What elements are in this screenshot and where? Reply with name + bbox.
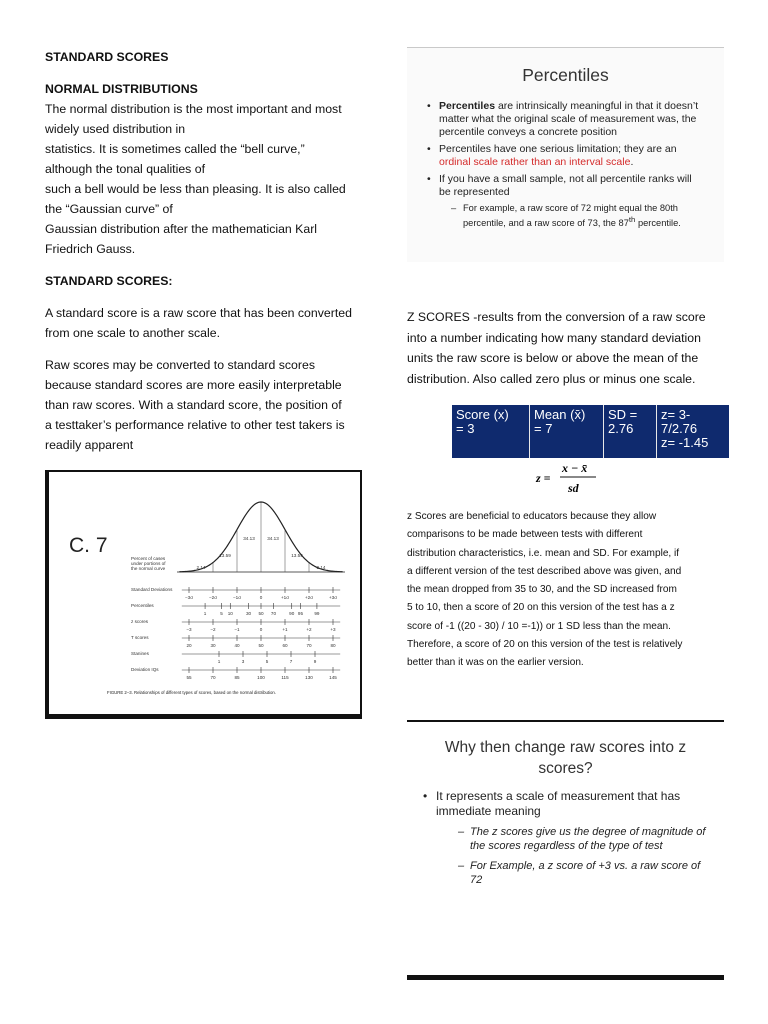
area-label: 13.59 xyxy=(291,553,303,558)
area-label: 13.59 xyxy=(219,553,231,558)
list-item: • If you have a small sample, not all percentile ranks will be represented – For example, a raw score of 72 might equal the 80th percentile, and a raw score of 73, the 87th percentile. xyxy=(427,173,700,229)
sub-item: – For example, a raw score of 72 might equal the 80th percentile, and a raw score of 73, the 87th percentile. xyxy=(451,202,700,229)
tick-label: 5 xyxy=(265,659,269,664)
tick-label: +1 xyxy=(282,627,288,632)
scale-name: z scores xyxy=(131,619,149,624)
tick-label: −1 xyxy=(234,627,240,632)
highlighted-text: ordinal scale rather than an interval scale xyxy=(439,156,631,168)
heading-standard-scores-colon: STANDARD SCORES: xyxy=(45,274,173,288)
slide-label: C. 7 xyxy=(69,534,108,557)
figure-caption: FIGURE 2–3. Relationships of different types of scores, based on the normal distribution. xyxy=(107,690,277,695)
scale-name: Stanines xyxy=(131,651,149,656)
z-result-cell: z= 3- 7/2.76 z= -1.45 xyxy=(661,407,709,450)
tick-label: +3 xyxy=(330,627,336,632)
normal-curve-slide xyxy=(45,470,362,719)
tick-label: 115 xyxy=(281,675,289,680)
tick-label: +1σ xyxy=(280,595,290,600)
list-item: • It represents a scale of measurement that has immediate meaning – The z scores give us the degree of magnitude of the scores regardless of the type of test – For Example, a z score of +3 vs. a raw score of 72 xyxy=(421,789,710,887)
tick-label: 85 xyxy=(234,675,240,680)
tick-label: +2 xyxy=(306,627,312,632)
slide-title: Why then change raw scores into z scores? xyxy=(444,739,687,777)
tick-label: 99 xyxy=(314,611,320,616)
standard-score-definition: A standard score is a raw score that has been converted from one scale to another scale. xyxy=(45,306,352,340)
list-item: • Percentiles are intrinsically meaningful in that it doesn’t matter what the original scale of measurement was, the percentile conveys a concrete position xyxy=(427,100,700,139)
normal-distribution-paragraph: The normal distribution is the most important and most widely used distribution in statistics. It is sometimes called the “bell curve,” although the tonal qualities of such a bell would be less than pleasing. It is also called the “Gaussian curve” of Gaussian distribution after the mathematician Karl Friedrich Gauss. xyxy=(45,102,346,256)
tick-label: −2 xyxy=(210,627,216,632)
tick-label: 90 xyxy=(289,611,295,616)
raw-score-conversion-paragraph: Raw scores may be converted to standard scores because standard scores are more easily interpretable than raw scores. With a standard score, the position of a testtaker’s performance relative to other test takers is readily apparent xyxy=(45,358,345,452)
tick-label: 7 xyxy=(289,659,293,664)
heading-standard-scores: STANDARD SCORES xyxy=(45,50,169,64)
svg-text:sd: sd xyxy=(568,481,579,495)
sub-item: – The z scores give us the degree of magnitude of the scores regardless of the type of test xyxy=(458,825,710,853)
tick-label: 70 xyxy=(210,675,216,680)
curve-caption: under portions of xyxy=(131,561,166,566)
tick-label: 50 xyxy=(258,611,264,616)
normal-curve xyxy=(131,502,345,572)
tick-label: 20 xyxy=(186,643,192,648)
svg-text:x − x̄: x − x̄ xyxy=(562,461,588,475)
tick-label: 10 xyxy=(227,611,233,616)
z-formula xyxy=(530,458,610,498)
tick-label: 95 xyxy=(297,611,304,616)
tick-label: 0 xyxy=(259,627,263,632)
tick-label: −3σ xyxy=(184,595,194,600)
tick-label: 60 xyxy=(282,643,288,648)
tick-label: 1 xyxy=(203,611,207,616)
scale-name: Standard Deviations xyxy=(131,587,173,592)
scale-name: T scores xyxy=(131,635,149,640)
sub-item: – For Example, a z score of +3 vs. a raw score of 72 xyxy=(458,859,710,887)
tick-label: 1 xyxy=(217,659,221,664)
tick-label: 70 xyxy=(270,611,277,616)
score-cell: Score (x) = 3 xyxy=(452,405,530,458)
tick-label: 9 xyxy=(313,659,317,664)
why-bullets xyxy=(421,789,710,887)
tick-label: 130 xyxy=(305,675,313,680)
score-scales xyxy=(131,587,340,680)
heading-normal-distributions: NORMAL DISTRIBUTIONS xyxy=(45,82,198,96)
tick-label: 50 xyxy=(258,643,264,648)
list-item: • Percentiles have one serious limitation; they are an ordinal scale rather than an interval scale. xyxy=(427,143,700,169)
area-label: 2.14 xyxy=(316,565,326,570)
why-change-slide xyxy=(407,720,724,980)
tick-label: −3 xyxy=(186,627,192,632)
curve-caption: the normal curve xyxy=(131,566,166,571)
sd-cell: SD = 2.76 xyxy=(604,405,657,458)
curve-caption: Percent of cases xyxy=(131,556,166,561)
z-scores-benefit-paragraph: z Scores are beneficial to educators because they allow comparisons to be made between tests with different distribution characteristics, i.e. mean and SD. For example, if a different version of the test described above was given, and the mean dropped from 35 to 30, and the SD increased from 5 to 10, then a score of 20 on this version of the test has a z score of -1 ((20 - 30) / 10 =-1)) or 1 SD less than the mean. Therefore, a score of 20 on this version of the test is relatively better than it was on the earlier version. xyxy=(407,511,683,669)
tick-label: +3σ xyxy=(328,595,338,600)
tick-label: +2σ xyxy=(304,595,314,600)
tick-label: 40 xyxy=(234,643,240,648)
tick-label: 100 xyxy=(257,675,265,680)
tick-label: 5 xyxy=(220,611,223,616)
z-scores-definition: Z SCORES -results from the conversion of a raw score into a number indicating how many standard deviation units the raw score is below or above the mean of the distribution. Also called zero plus or minus one scale. xyxy=(407,310,706,386)
scale-name: Percentiles xyxy=(131,603,154,608)
tick-label: 30 xyxy=(210,643,216,648)
area-label: 2.14 xyxy=(196,565,206,570)
tick-label: 0 xyxy=(259,595,263,600)
tick-label: 55 xyxy=(186,675,192,680)
svg-text:z =: z = xyxy=(536,471,551,485)
tick-label: 145 xyxy=(329,675,337,680)
normal-curve-figure xyxy=(49,472,360,712)
left-column xyxy=(45,47,365,455)
percentiles-bullets xyxy=(427,100,700,229)
tick-label: −1σ xyxy=(232,595,242,600)
mean-cell: Mean (x̄) = 7 xyxy=(530,405,604,458)
area-label: 34.13 xyxy=(267,536,279,541)
percentiles-slide xyxy=(407,47,724,262)
scale-name: Deviation IQs xyxy=(131,667,159,672)
area-label: 34.13 xyxy=(243,536,255,541)
tick-label: 70 xyxy=(306,643,312,648)
z-score-example-table xyxy=(452,405,729,458)
tick-label: 80 xyxy=(330,643,336,648)
tick-label: 3 xyxy=(241,659,245,664)
tick-label: 30 xyxy=(245,611,252,616)
tick-label: −2σ xyxy=(208,595,218,600)
slide-title: Percentiles xyxy=(522,65,609,85)
